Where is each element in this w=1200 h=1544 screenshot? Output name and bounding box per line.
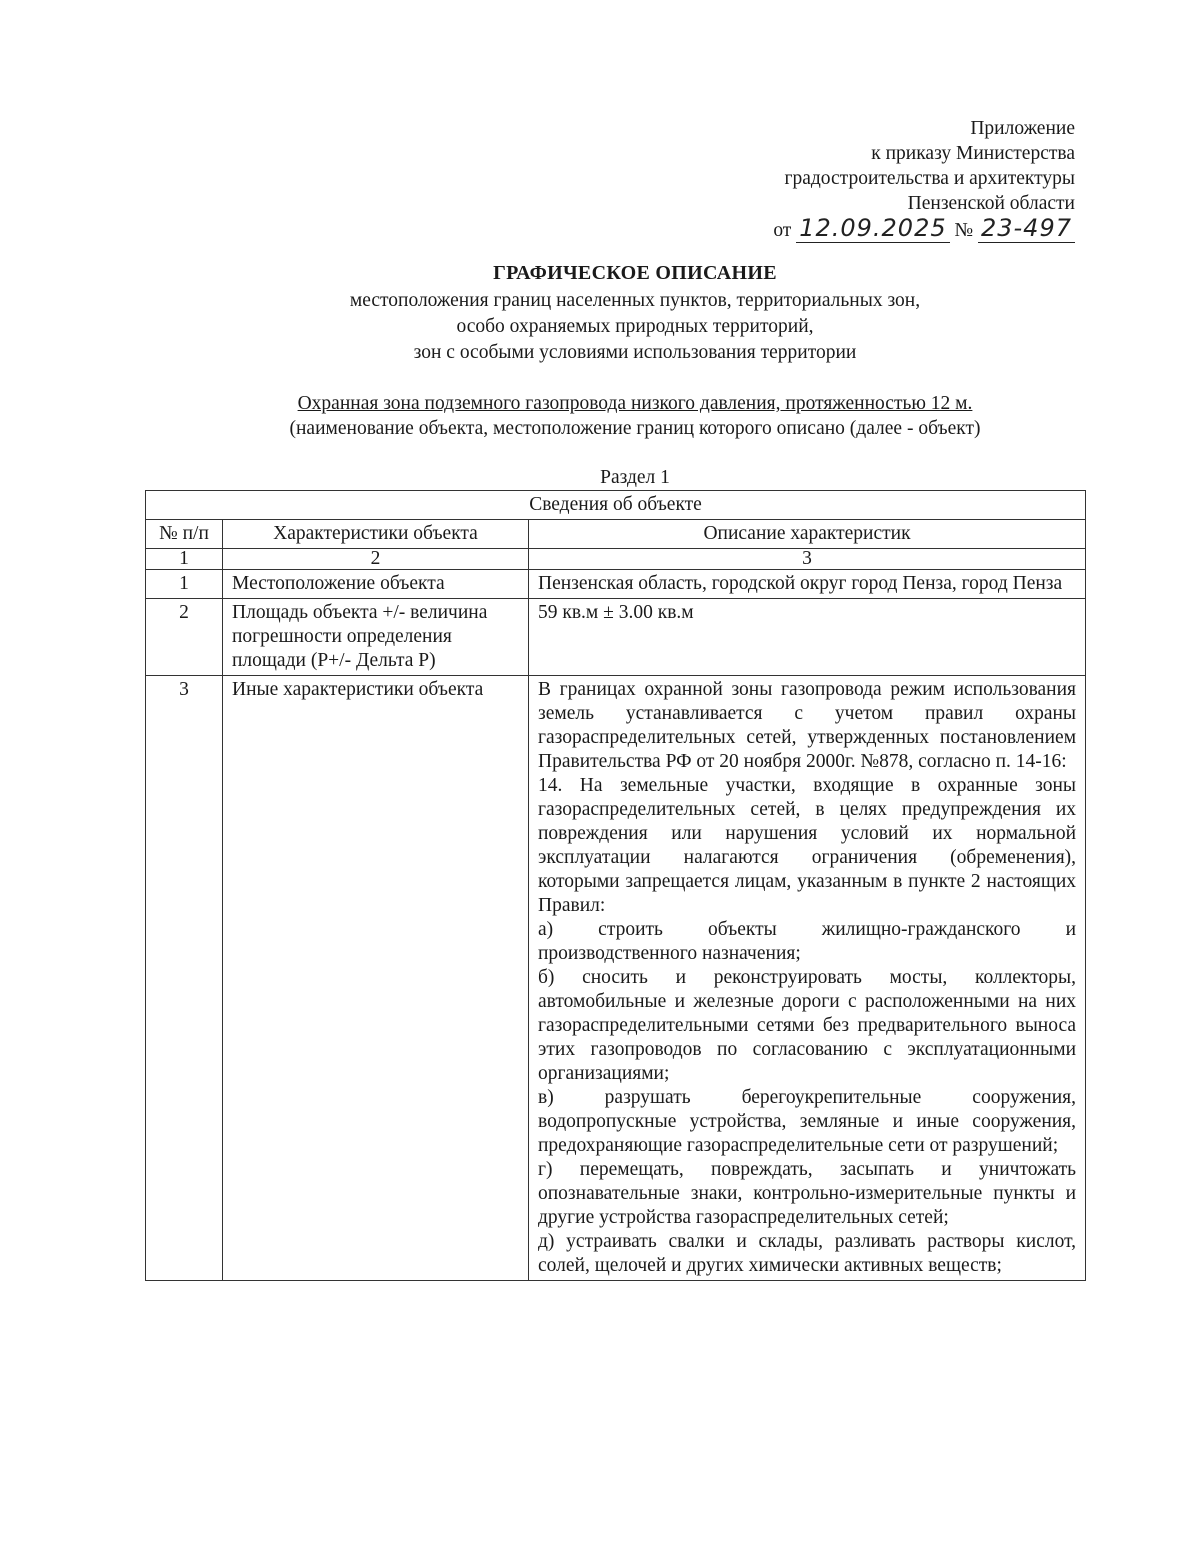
description-paragraph: 14. На земельные участки, входящие в охранные зоны газораспределительных сетей, в целях предупреждения их повреждения или нарушения условий их нормальной эксплуатации налагаются ограничения (обременения), которыми запрещается лицам, указанным в пункте 2 настоящих Правил: <box>538 775 1077 916</box>
column-header-description: Описание характеристик <box>529 520 1086 549</box>
order-number: 23-497 <box>978 214 1075 243</box>
object-block <box>140 391 1130 441</box>
document-title-block <box>140 260 1130 366</box>
description-paragraph: б) сносить и реконструировать мосты, коллекторы, автомобильные и железные дороги с расположенными на них газораспределительными сетями без предварительного выноса этих газопроводов по согласованию с эксплуатационными организациями; <box>538 967 1077 1084</box>
number-prefix: № <box>954 220 974 241</box>
column-header-number: № п/п <box>146 520 223 549</box>
appendix-ministry: градостроительства и архитектуры <box>784 168 1075 189</box>
table-header-row <box>146 520 1086 549</box>
column-header-characteristic: Характеристики объекта <box>223 520 529 549</box>
row-number: 3 <box>146 676 223 1281</box>
document-subtitle-3: зон с особыми условиями использования территории <box>413 342 857 363</box>
appendix-header <box>773 116 1075 243</box>
object-name: Охранная зона подземного газопровода низкого давления, протяженностью 12 м. <box>297 393 973 414</box>
description-paragraph: В границах охранной зоны газопровода режим использования земель устанавливается с учетом правил охраны газораспределительных сетей, утвержденных постановлением Правительства РФ от 20 ноября 2000г. №878, согласно п. 14-16: <box>538 679 1077 772</box>
appendix-region: Пензенской области <box>907 193 1075 214</box>
document-subtitle-1: местоположения границ населенных пунктов, территориальных зон, <box>349 290 921 311</box>
row-description: Пензенская область, городской округ город Пенза, город Пенза <box>529 570 1086 599</box>
table-row <box>146 599 1086 676</box>
table-caption: Сведения об объекте <box>146 491 1086 520</box>
row-number: 2 <box>146 599 223 676</box>
order-date-number <box>773 216 1075 243</box>
table-row <box>146 676 1086 1281</box>
appendix-title: Приложение <box>970 118 1075 139</box>
table-row <box>146 570 1086 599</box>
row-number: 1 <box>146 570 223 599</box>
table-index-row <box>146 549 1086 570</box>
object-caption: (наименование объекта, местоположение границ которого описано (далее - объект) <box>289 418 981 439</box>
row-characteristic: Местоположение объекта <box>223 570 529 599</box>
row-characteristic: Иные характеристики объекта <box>223 676 529 1281</box>
description-paragraph: в) разрушать берегоукрепительные сооружения, водопропускные устройства, земляные и иные сооружения, предохраняющие газораспределительные сети от разрушений; <box>538 1087 1077 1156</box>
description-paragraph: д) устраивать свалки и склады, разливать растворы кислот, солей, щелочей и других химически активных веществ; <box>538 1231 1077 1276</box>
section-label: Раздел 1 <box>600 467 670 488</box>
row-description <box>529 676 1086 1281</box>
object-info-table <box>145 490 1086 1281</box>
column-index-3: 3 <box>529 549 1086 570</box>
column-index-2: 2 <box>223 549 529 570</box>
description-paragraph: г) перемещать, повреждать, засыпать и уничтожать опознавательные знаки, контрольно-измерительные пункты и другие устройства газораспределительных сетей; <box>538 1159 1077 1228</box>
description-paragraph: а) строить объекты жилищно-гражданского и производственного назначения; <box>538 919 1077 964</box>
order-date: 12.09.2025 <box>796 214 949 243</box>
date-prefix: от <box>773 220 792 241</box>
column-index-1: 1 <box>146 549 223 570</box>
appendix-order-ref: к приказу Министерства <box>871 143 1075 164</box>
document-subtitle-2: особо охраняемых природных территорий, <box>456 316 814 337</box>
row-characteristic: Площадь объекта +/- величина погрешности определения площади (P+/- Дельта P) <box>223 599 529 676</box>
table-caption-row <box>146 491 1086 520</box>
row-description: 59 кв.м ± 3.00 кв.м <box>529 599 1086 676</box>
document-title: ГРАФИЧЕСКОЕ ОПИСАНИЕ <box>493 262 777 284</box>
